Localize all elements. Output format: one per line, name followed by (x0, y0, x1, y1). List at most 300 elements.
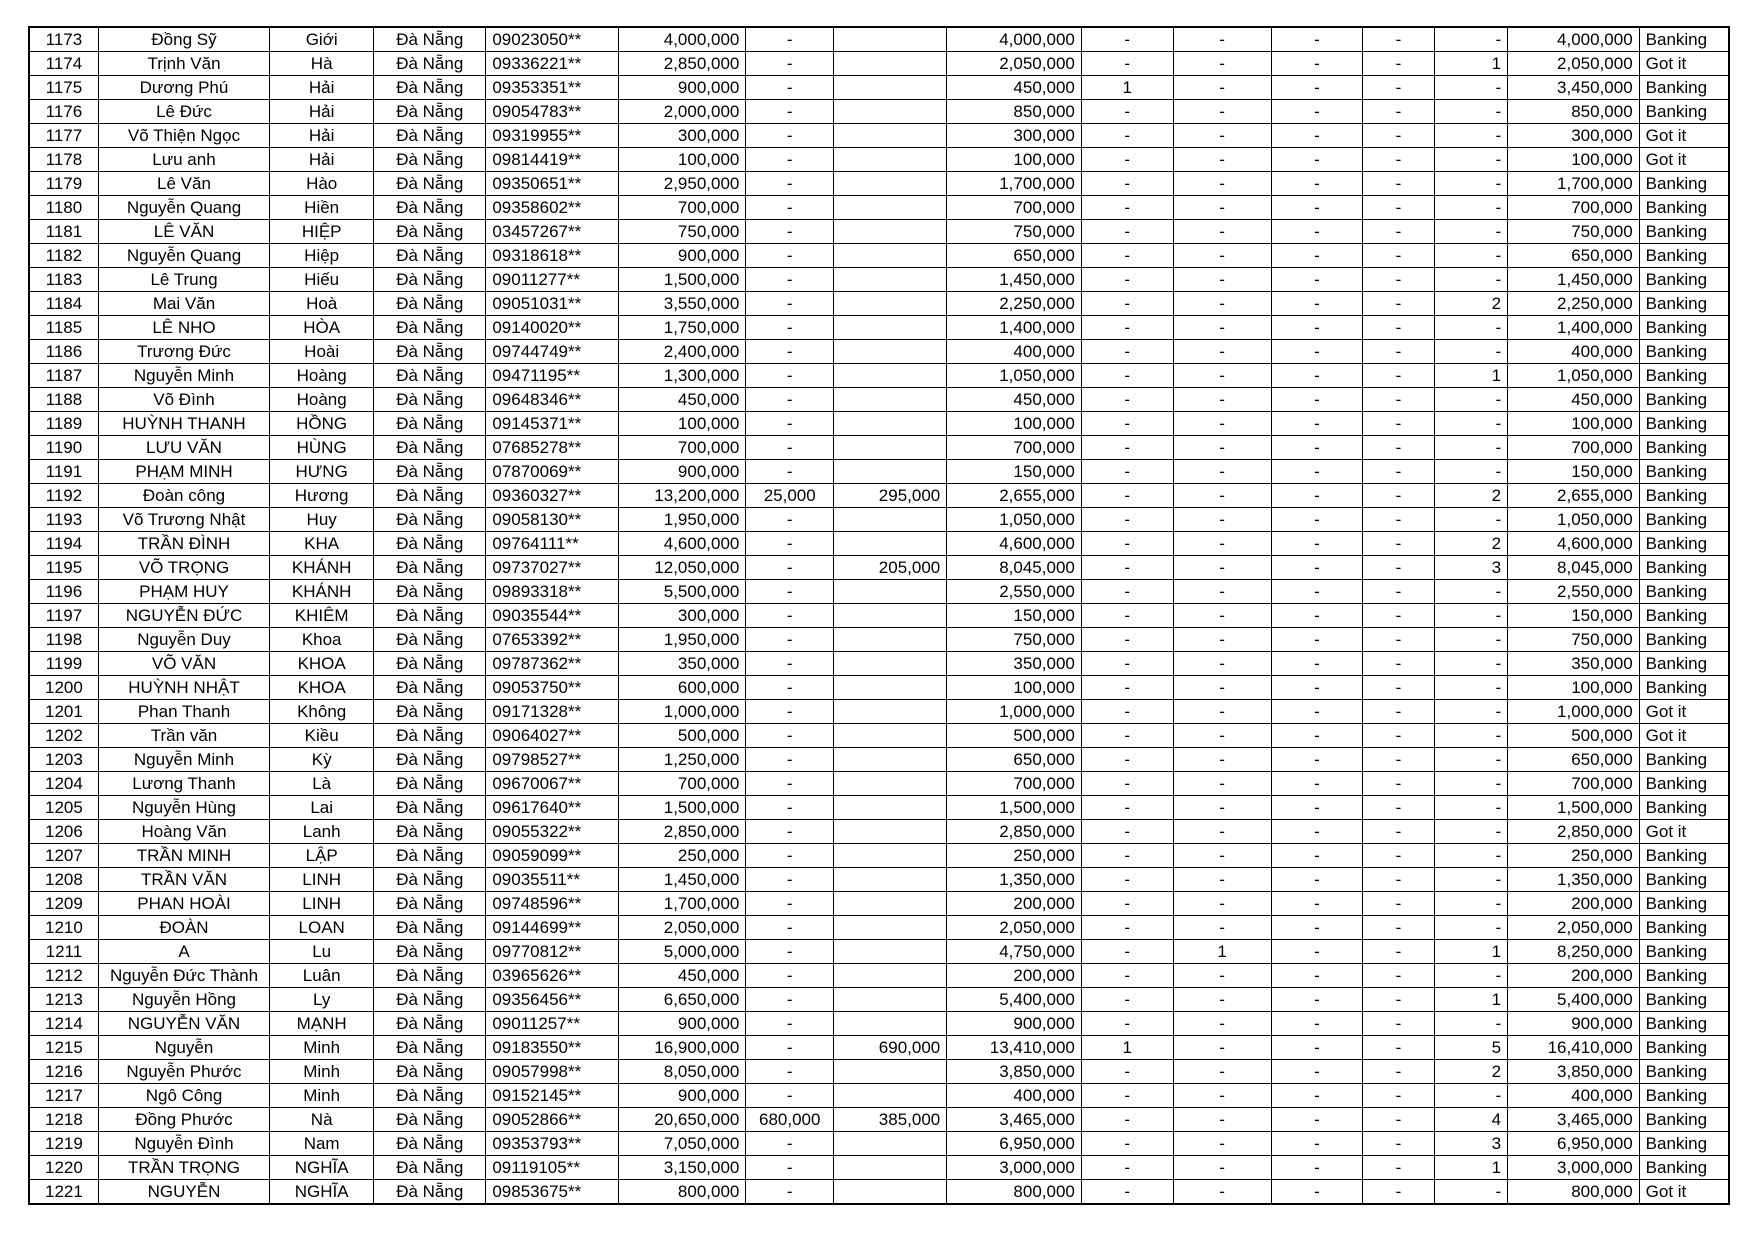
col-count-4-cell: - (1363, 148, 1434, 172)
col-count-5-cell: - (1434, 892, 1507, 916)
row-index-cell: 1199 (29, 652, 98, 676)
deduction-cell: 295,000 (834, 484, 947, 508)
col-count-2-cell: - (1173, 244, 1271, 268)
col-count-5-cell: - (1434, 844, 1507, 868)
col-count-5-cell: 2 (1434, 1060, 1507, 1084)
first-name-cell: Là (270, 772, 374, 796)
total-amount-cell: 200,000 (1508, 892, 1640, 916)
paid-amount-cell: 700,000 (947, 436, 1082, 460)
city-cell: Đà Nẵng (374, 676, 486, 700)
total-amount-cell: 5,400,000 (1508, 988, 1640, 1012)
col-count-1-cell: 1 (1081, 1036, 1173, 1060)
table-row (29, 124, 1729, 148)
col-count-4-cell: - (1363, 364, 1434, 388)
col-count-2-cell: - (1173, 796, 1271, 820)
deduction-cell (834, 988, 947, 1012)
first-name-cell: LOAN (270, 916, 374, 940)
row-index-cell: 1221 (29, 1180, 98, 1205)
city-cell: Đà Nẵng (374, 700, 486, 724)
deduction-cell (834, 1180, 947, 1205)
phone-cell: 09358602** (486, 196, 619, 220)
amount-cell: 100,000 (618, 148, 745, 172)
table-row (29, 724, 1729, 748)
city-cell: Đà Nẵng (374, 124, 486, 148)
amount-cell: 1,700,000 (618, 892, 745, 916)
total-amount-cell: 3,850,000 (1508, 1060, 1640, 1084)
total-amount-cell: 1,350,000 (1508, 868, 1640, 892)
col-count-3-cell: - (1271, 940, 1363, 964)
paid-amount-cell: 2,050,000 (947, 916, 1082, 940)
col-count-2-cell: - (1173, 820, 1271, 844)
deduction-cell (834, 148, 947, 172)
deduction-cell: 690,000 (834, 1036, 947, 1060)
payment-method-cell: Got it (1639, 820, 1729, 844)
deduction-cell (834, 532, 947, 556)
fee-cell: - (746, 1132, 834, 1156)
col-count-1-cell: - (1081, 364, 1173, 388)
payment-method-cell: Banking (1639, 676, 1729, 700)
col-count-2-cell: - (1173, 772, 1271, 796)
deduction-cell (834, 27, 947, 52)
col-count-5-cell: - (1434, 580, 1507, 604)
col-count-3-cell: - (1271, 892, 1363, 916)
paid-amount-cell: 400,000 (947, 340, 1082, 364)
col-count-1-cell: - (1081, 748, 1173, 772)
fee-cell: - (746, 556, 834, 580)
city-cell: Đà Nẵng (374, 172, 486, 196)
row-index-cell: 1175 (29, 76, 98, 100)
paid-amount-cell: 3,000,000 (947, 1156, 1082, 1180)
col-count-3-cell: - (1271, 748, 1363, 772)
col-count-4-cell: - (1363, 532, 1434, 556)
city-cell: Đà Nẵng (374, 460, 486, 484)
fee-cell: - (746, 508, 834, 532)
table-row (29, 1132, 1729, 1156)
deduction-cell (834, 1156, 947, 1180)
table-row (29, 988, 1729, 1012)
fee-cell: - (746, 580, 834, 604)
deduction-cell (834, 172, 947, 196)
last-name-cell: HUỲNH THANH (98, 412, 269, 436)
total-amount-cell: 750,000 (1508, 628, 1640, 652)
col-count-3-cell: - (1271, 868, 1363, 892)
first-name-cell: NGHĨA (270, 1156, 374, 1180)
col-count-5-cell: - (1434, 508, 1507, 532)
fee-cell: - (746, 964, 834, 988)
phone-cell: 09145371** (486, 412, 619, 436)
col-count-2-cell: - (1173, 27, 1271, 52)
fee-cell: - (746, 940, 834, 964)
deduction-cell (834, 76, 947, 100)
col-count-2-cell: - (1173, 580, 1271, 604)
payment-method-cell: Banking (1639, 1132, 1729, 1156)
deduction-cell: 205,000 (834, 556, 947, 580)
paid-amount-cell: 150,000 (947, 604, 1082, 628)
col-count-5-cell: - (1434, 652, 1507, 676)
first-name-cell: KHÁNH (270, 556, 374, 580)
col-count-4-cell: - (1363, 1108, 1434, 1132)
total-amount-cell: 6,950,000 (1508, 1132, 1640, 1156)
col-count-2-cell: - (1173, 604, 1271, 628)
col-count-4-cell: - (1363, 988, 1434, 1012)
first-name-cell: Minh (270, 1036, 374, 1060)
row-index-cell: 1188 (29, 388, 98, 412)
col-count-5-cell: - (1434, 820, 1507, 844)
col-count-4-cell: - (1363, 340, 1434, 364)
table-row (29, 268, 1729, 292)
payment-method-cell: Banking (1639, 748, 1729, 772)
fee-cell: - (746, 628, 834, 652)
payment-method-cell: Banking (1639, 916, 1729, 940)
phone-cell: 09051031** (486, 292, 619, 316)
col-count-2-cell: - (1173, 1084, 1271, 1108)
col-count-3-cell: - (1271, 844, 1363, 868)
paid-amount-cell: 750,000 (947, 628, 1082, 652)
deduction-cell (834, 628, 947, 652)
fee-cell: - (746, 748, 834, 772)
amount-cell: 900,000 (618, 76, 745, 100)
col-count-1-cell: - (1081, 988, 1173, 1012)
phone-cell: 09058130** (486, 508, 619, 532)
deduction-cell (834, 772, 947, 796)
last-name-cell: Nguyễn Minh (98, 364, 269, 388)
table-row (29, 676, 1729, 700)
phone-cell: 03965626** (486, 964, 619, 988)
total-amount-cell: 100,000 (1508, 676, 1640, 700)
last-name-cell: Nguyễn Hồng (98, 988, 269, 1012)
row-index-cell: 1202 (29, 724, 98, 748)
col-count-1-cell: - (1081, 772, 1173, 796)
fee-cell: - (746, 868, 834, 892)
row-index-cell: 1178 (29, 148, 98, 172)
fee-cell: - (746, 148, 834, 172)
deduction-cell (834, 436, 947, 460)
first-name-cell: Hào (270, 172, 374, 196)
payment-method-cell: Banking (1639, 1060, 1729, 1084)
first-name-cell: NGHĨA (270, 1180, 374, 1205)
paid-amount-cell: 650,000 (947, 244, 1082, 268)
col-count-5-cell: - (1434, 124, 1507, 148)
col-count-4-cell: - (1363, 604, 1434, 628)
row-index-cell: 1215 (29, 1036, 98, 1060)
amount-cell: 4,600,000 (618, 532, 745, 556)
city-cell: Đà Nẵng (374, 628, 486, 652)
fee-cell: - (746, 268, 834, 292)
first-name-cell: Lanh (270, 820, 374, 844)
col-count-4-cell: - (1363, 1132, 1434, 1156)
amount-cell: 700,000 (618, 196, 745, 220)
deduction-cell (834, 796, 947, 820)
total-amount-cell: 200,000 (1508, 964, 1640, 988)
col-count-2-cell: - (1173, 172, 1271, 196)
payment-method-cell: Banking (1639, 268, 1729, 292)
col-count-3-cell: - (1271, 772, 1363, 796)
first-name-cell: Huy (270, 508, 374, 532)
col-count-5-cell: 1 (1434, 52, 1507, 76)
fee-cell: - (746, 916, 834, 940)
amount-cell: 2,050,000 (618, 916, 745, 940)
fee-cell: - (746, 844, 834, 868)
paid-amount-cell: 1,350,000 (947, 868, 1082, 892)
col-count-3-cell: - (1271, 76, 1363, 100)
fee-cell: - (746, 1012, 834, 1036)
phone-cell: 09144699** (486, 916, 619, 940)
col-count-1-cell: - (1081, 436, 1173, 460)
table-row (29, 388, 1729, 412)
city-cell: Đà Nẵng (374, 268, 486, 292)
row-index-cell: 1185 (29, 316, 98, 340)
first-name-cell: LINH (270, 868, 374, 892)
col-count-2-cell: - (1173, 532, 1271, 556)
total-amount-cell: 350,000 (1508, 652, 1640, 676)
col-count-1-cell: - (1081, 244, 1173, 268)
total-amount-cell: 1,500,000 (1508, 796, 1640, 820)
col-count-2-cell: - (1173, 220, 1271, 244)
col-count-4-cell: - (1363, 76, 1434, 100)
total-amount-cell: 800,000 (1508, 1180, 1640, 1205)
phone-cell: 09023050** (486, 27, 619, 52)
col-count-4-cell: - (1363, 868, 1434, 892)
phone-cell: 09471195** (486, 364, 619, 388)
col-count-1-cell: - (1081, 52, 1173, 76)
payment-method-cell: Banking (1639, 76, 1729, 100)
table-row (29, 1084, 1729, 1108)
col-count-4-cell: - (1363, 556, 1434, 580)
paid-amount-cell: 1,050,000 (947, 364, 1082, 388)
last-name-cell: Lương Thanh (98, 772, 269, 796)
deduction-cell (834, 364, 947, 388)
table-row (29, 916, 1729, 940)
paid-amount-cell: 1,400,000 (947, 316, 1082, 340)
first-name-cell: Hải (270, 100, 374, 124)
col-count-1-cell: - (1081, 1132, 1173, 1156)
payment-method-cell: Banking (1639, 508, 1729, 532)
col-count-5-cell: - (1434, 604, 1507, 628)
paid-amount-cell: 800,000 (947, 1180, 1082, 1205)
col-count-2-cell: - (1173, 676, 1271, 700)
paid-amount-cell: 3,465,000 (947, 1108, 1082, 1132)
col-count-5-cell: 3 (1434, 556, 1507, 580)
amount-cell: 3,550,000 (618, 292, 745, 316)
table-row (29, 532, 1729, 556)
amount-cell: 1,250,000 (618, 748, 745, 772)
col-count-3-cell: - (1271, 604, 1363, 628)
payment-method-cell: Banking (1639, 1012, 1729, 1036)
deduction-cell (834, 244, 947, 268)
city-cell: Đà Nẵng (374, 1084, 486, 1108)
paid-amount-cell: 100,000 (947, 148, 1082, 172)
col-count-3-cell: - (1271, 1012, 1363, 1036)
col-count-5-cell: 4 (1434, 1108, 1507, 1132)
payment-method-cell: Banking (1639, 1084, 1729, 1108)
first-name-cell: Khoa (270, 628, 374, 652)
col-count-5-cell: - (1434, 796, 1507, 820)
col-count-2-cell: - (1173, 484, 1271, 508)
paid-amount-cell: 150,000 (947, 460, 1082, 484)
col-count-1-cell: - (1081, 412, 1173, 436)
total-amount-cell: 300,000 (1508, 124, 1640, 148)
first-name-cell: Minh (270, 1060, 374, 1084)
table-row (29, 628, 1729, 652)
deduction-cell (834, 508, 947, 532)
payment-method-cell: Banking (1639, 1108, 1729, 1132)
col-count-3-cell: - (1271, 268, 1363, 292)
last-name-cell: Nguyễn (98, 1036, 269, 1060)
row-index-cell: 1208 (29, 868, 98, 892)
deduction-cell (834, 100, 947, 124)
col-count-5-cell: 1 (1434, 1156, 1507, 1180)
fee-cell: - (746, 820, 834, 844)
fee-cell: 25,000 (746, 484, 834, 508)
amount-cell: 12,050,000 (618, 556, 745, 580)
table-row (29, 340, 1729, 364)
payment-method-cell: Banking (1639, 1036, 1729, 1060)
fee-cell: - (746, 124, 834, 148)
col-count-4-cell: - (1363, 244, 1434, 268)
city-cell: Đà Nẵng (374, 1156, 486, 1180)
col-count-5-cell: - (1434, 196, 1507, 220)
table-row (29, 148, 1729, 172)
amount-cell: 700,000 (618, 772, 745, 796)
first-name-cell: Hiệp (270, 244, 374, 268)
col-count-1-cell: - (1081, 148, 1173, 172)
data-table (28, 26, 1730, 1205)
row-index-cell: 1193 (29, 508, 98, 532)
table-row (29, 748, 1729, 772)
city-cell: Đà Nẵng (374, 100, 486, 124)
amount-cell: 1,500,000 (618, 268, 745, 292)
col-count-5-cell: 2 (1434, 532, 1507, 556)
row-index-cell: 1184 (29, 292, 98, 316)
phone-cell: 09319955** (486, 124, 619, 148)
city-cell: Đà Nẵng (374, 292, 486, 316)
payment-method-cell: Banking (1639, 772, 1729, 796)
last-name-cell: Hoàng Văn (98, 820, 269, 844)
col-count-2-cell: - (1173, 556, 1271, 580)
col-count-1-cell: - (1081, 508, 1173, 532)
col-count-2-cell: - (1173, 988, 1271, 1012)
col-count-3-cell: - (1271, 1084, 1363, 1108)
paid-amount-cell: 850,000 (947, 100, 1082, 124)
col-count-3-cell: - (1271, 1156, 1363, 1180)
col-count-1-cell: - (1081, 484, 1173, 508)
payment-method-cell: Banking (1639, 436, 1729, 460)
table-row (29, 652, 1729, 676)
col-count-5-cell: - (1434, 964, 1507, 988)
paid-amount-cell: 500,000 (947, 724, 1082, 748)
col-count-4-cell: - (1363, 484, 1434, 508)
amount-cell: 600,000 (618, 676, 745, 700)
last-name-cell: Trần văn (98, 724, 269, 748)
col-count-3-cell: - (1271, 340, 1363, 364)
col-count-4-cell: - (1363, 388, 1434, 412)
total-amount-cell: 1,000,000 (1508, 700, 1640, 724)
col-count-4-cell: - (1363, 892, 1434, 916)
phone-cell: 09617640** (486, 796, 619, 820)
table-row (29, 556, 1729, 580)
col-count-5-cell: - (1434, 388, 1507, 412)
phone-cell: 09183550** (486, 1036, 619, 1060)
phone-cell: 09011277** (486, 268, 619, 292)
amount-cell: 5,000,000 (618, 940, 745, 964)
col-count-5-cell: - (1434, 316, 1507, 340)
col-count-4-cell: - (1363, 796, 1434, 820)
table-row (29, 364, 1729, 388)
total-amount-cell: 450,000 (1508, 388, 1640, 412)
row-index-cell: 1181 (29, 220, 98, 244)
paid-amount-cell: 750,000 (947, 220, 1082, 244)
fee-cell: - (746, 1180, 834, 1205)
city-cell: Đà Nẵng (374, 1108, 486, 1132)
col-count-5-cell: - (1434, 1180, 1507, 1205)
table-row (29, 292, 1729, 316)
row-index-cell: 1218 (29, 1108, 98, 1132)
col-count-1-cell: - (1081, 172, 1173, 196)
col-count-1-cell: - (1081, 940, 1173, 964)
last-name-cell: Lê Đức (98, 100, 269, 124)
last-name-cell: VÕ VĂN (98, 652, 269, 676)
city-cell: Đà Nẵng (374, 1012, 486, 1036)
deduction-cell (834, 1012, 947, 1036)
first-name-cell: Giới (270, 27, 374, 52)
total-amount-cell: 700,000 (1508, 772, 1640, 796)
table-row (29, 100, 1729, 124)
table-row (29, 196, 1729, 220)
last-name-cell: Nguyễn Quang (98, 196, 269, 220)
payment-method-cell: Banking (1639, 316, 1729, 340)
col-count-3-cell: - (1271, 316, 1363, 340)
col-count-4-cell: - (1363, 724, 1434, 748)
table-row (29, 508, 1729, 532)
deduction-cell (834, 1084, 947, 1108)
col-count-5-cell: - (1434, 748, 1507, 772)
first-name-cell: KHOA (270, 652, 374, 676)
city-cell: Đà Nẵng (374, 52, 486, 76)
paid-amount-cell: 6,950,000 (947, 1132, 1082, 1156)
col-count-5-cell: - (1434, 148, 1507, 172)
phone-cell: 09011257** (486, 1012, 619, 1036)
payment-method-cell: Banking (1639, 988, 1729, 1012)
total-amount-cell: 3,000,000 (1508, 1156, 1640, 1180)
amount-cell: 750,000 (618, 220, 745, 244)
col-count-4-cell: - (1363, 1156, 1434, 1180)
payment-method-cell: Banking (1639, 340, 1729, 364)
city-cell: Đà Nẵng (374, 580, 486, 604)
last-name-cell: Nguyễn Quang (98, 244, 269, 268)
city-cell: Đà Nẵng (374, 27, 486, 52)
deduction-cell (834, 268, 947, 292)
deduction-cell (834, 292, 947, 316)
col-count-2-cell: - (1173, 52, 1271, 76)
first-name-cell: HIỆP (270, 220, 374, 244)
phone-cell: 07685278** (486, 436, 619, 460)
total-amount-cell: 150,000 (1508, 460, 1640, 484)
first-name-cell: LINH (270, 892, 374, 916)
paid-amount-cell: 200,000 (947, 892, 1082, 916)
last-name-cell: Nguyễn Đình (98, 1132, 269, 1156)
city-cell: Đà Nẵng (374, 916, 486, 940)
fee-cell: - (746, 52, 834, 76)
fee-cell: - (746, 892, 834, 916)
col-count-5-cell: 2 (1434, 484, 1507, 508)
city-cell: Đà Nẵng (374, 604, 486, 628)
city-cell: Đà Nẵng (374, 148, 486, 172)
deduction-cell (834, 1132, 947, 1156)
payment-method-cell: Banking (1639, 196, 1729, 220)
deduction-cell (834, 124, 947, 148)
paid-amount-cell: 1,000,000 (947, 700, 1082, 724)
row-index-cell: 1194 (29, 532, 98, 556)
